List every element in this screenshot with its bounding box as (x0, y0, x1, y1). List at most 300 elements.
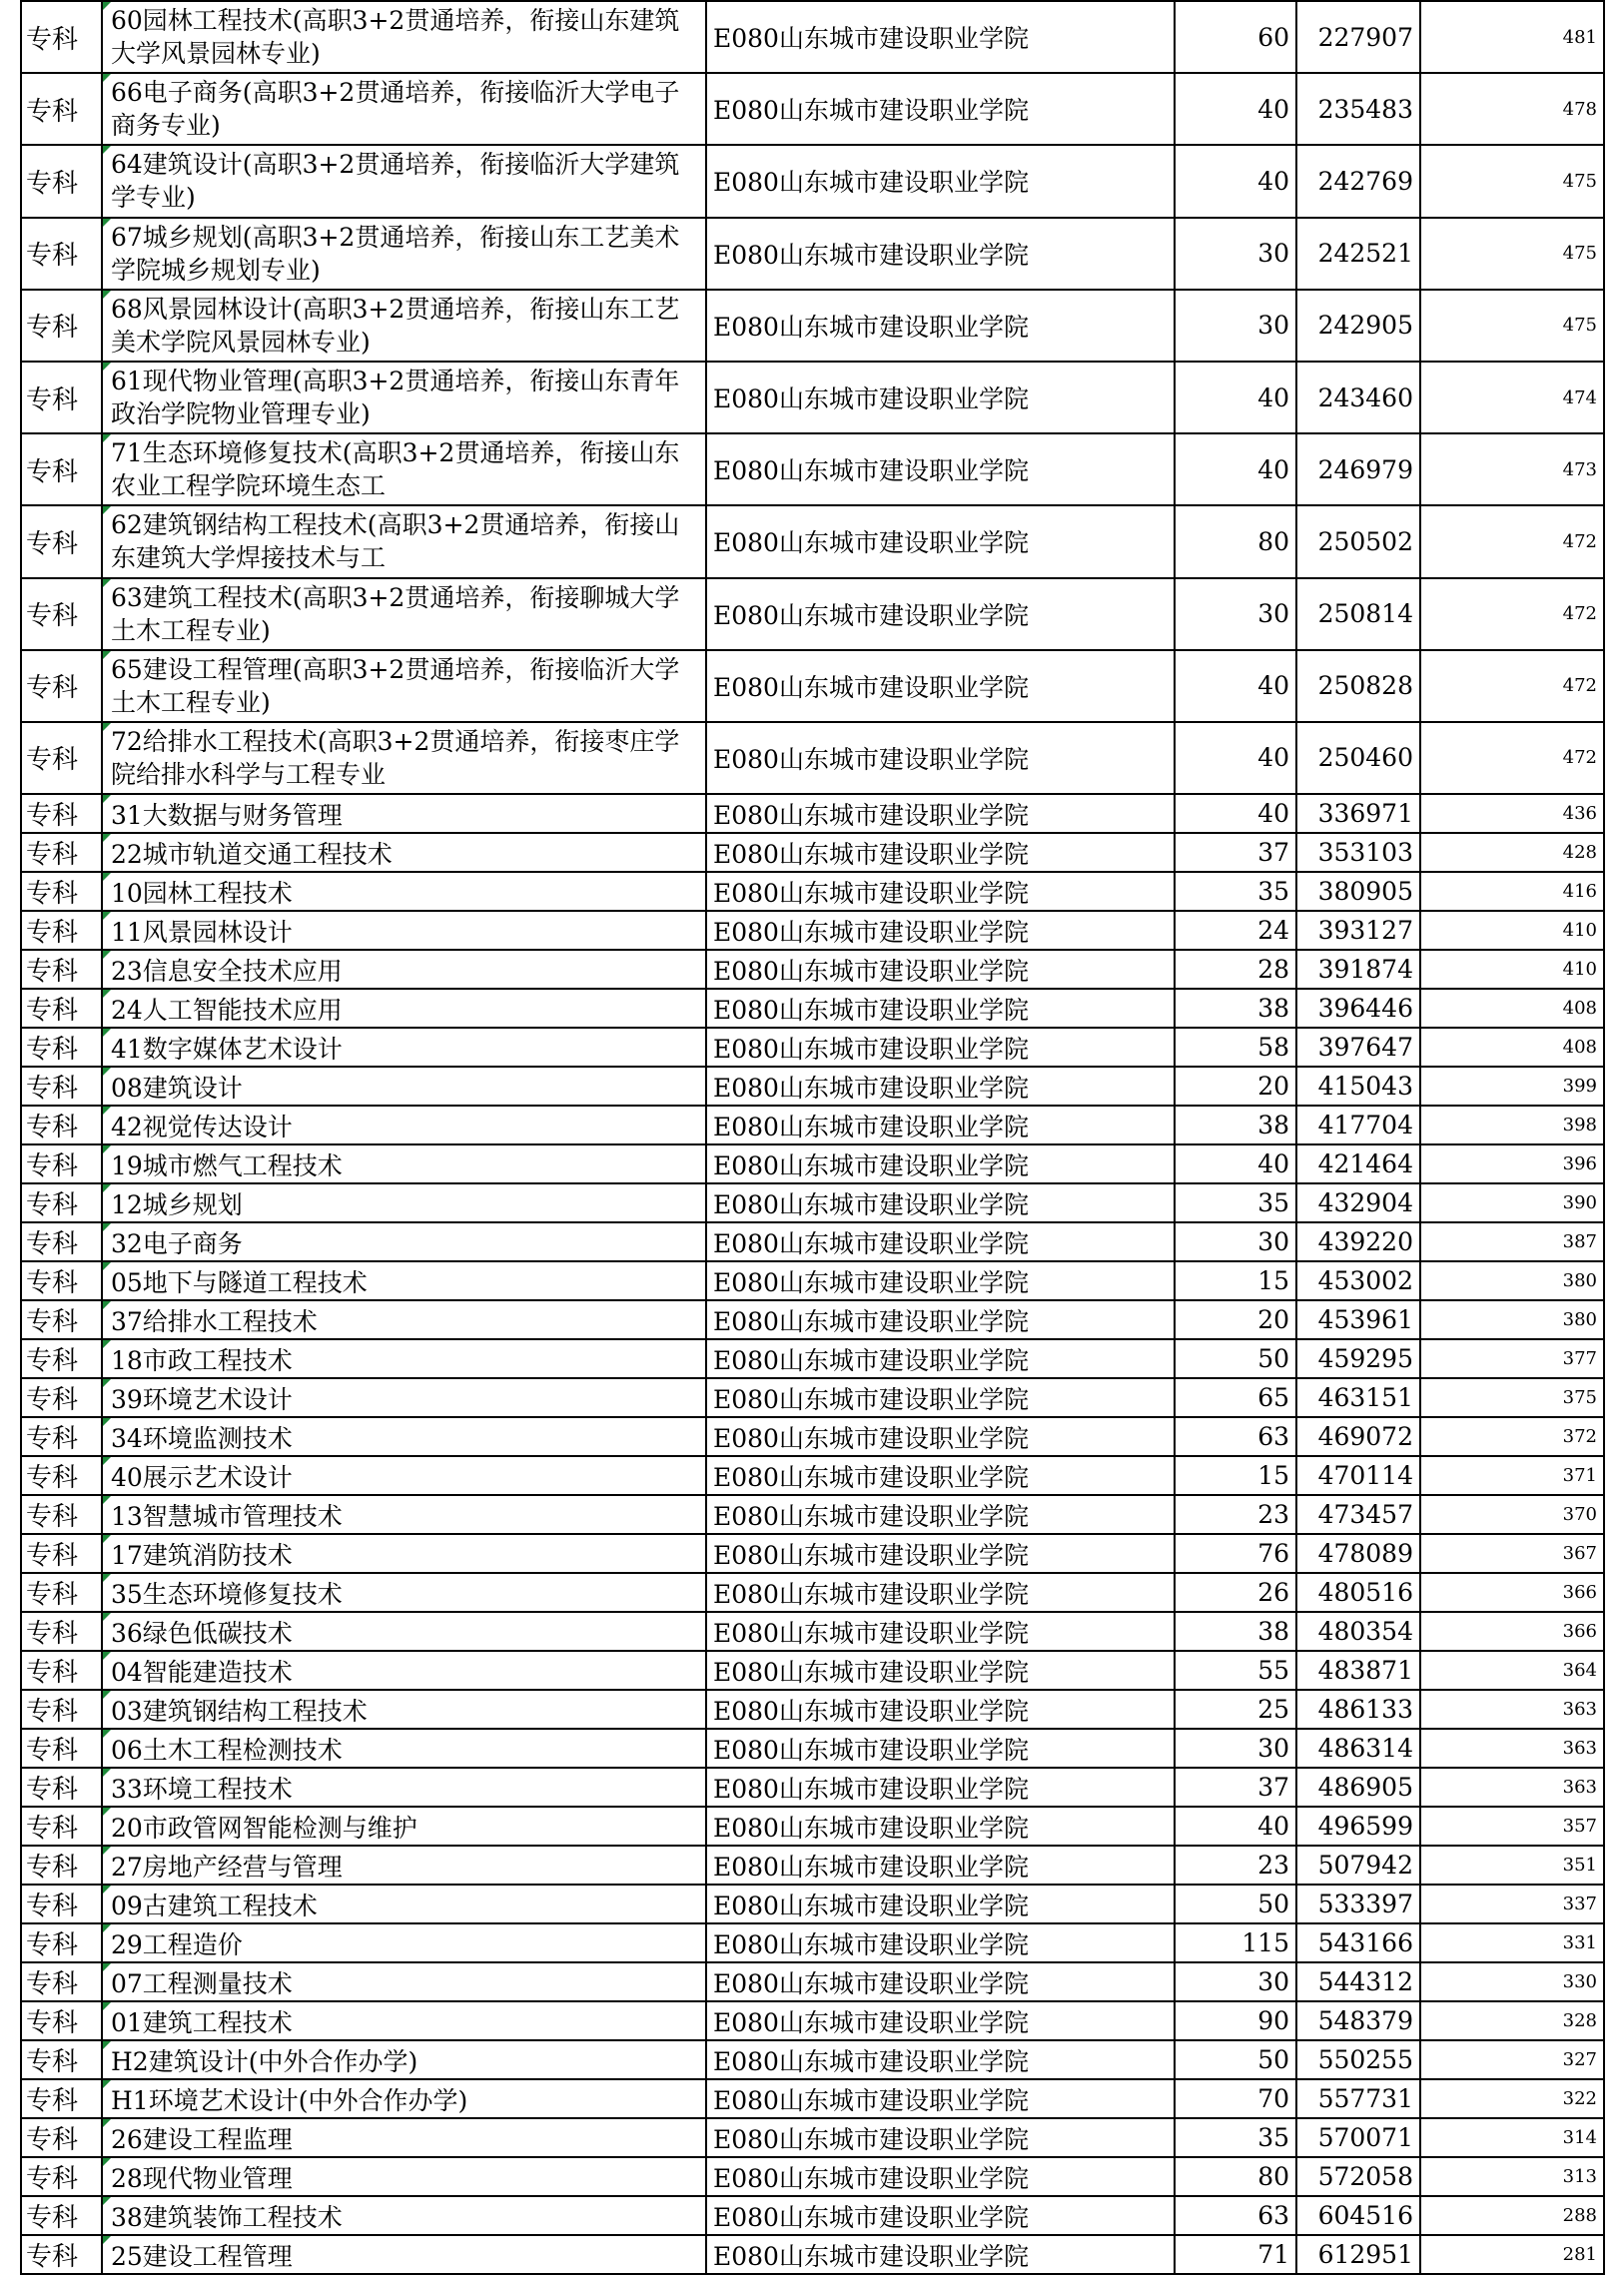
score-cell: 475 (1420, 145, 1604, 217)
major-cell: 20市政管网智能检测与维护 (102, 1807, 706, 1846)
rank-cell: 486133 (1296, 1690, 1420, 1729)
major-cell: 10园林工程技术 (102, 872, 706, 911)
plan-cell: 40 (1175, 362, 1296, 433)
level-cell: 专科 (21, 2040, 102, 2079)
level-cell: 专科 (21, 1690, 102, 1729)
major-cell: 12城乡规划 (102, 1183, 706, 1222)
school-cell: E080山东城市建设职业学院 (706, 1768, 1175, 1807)
major-cell: 18市政工程技术 (102, 1339, 706, 1378)
major-cell: 60园林工程技术(高职3+2贯通培养，衔接山东建筑大学风景园林专业) (102, 1, 706, 73)
rank-cell: 459295 (1296, 1339, 1420, 1378)
plan-cell: 23 (1175, 1495, 1296, 1534)
table-row (21, 145, 1604, 217)
plan-cell: 80 (1175, 505, 1296, 577)
major-cell: 04智能建造技术 (102, 1651, 706, 1690)
plan-cell: 26 (1175, 1573, 1296, 1612)
major-cell: 65建设工程管理(高职3+2贯通培养，衔接临沂大学土木工程专业) (102, 650, 706, 722)
table-row (21, 1962, 1604, 2001)
table-row (21, 1417, 1604, 1456)
score-cell: 390 (1420, 1183, 1604, 1222)
score-cell: 327 (1420, 2040, 1604, 2079)
level-cell: 专科 (21, 1144, 102, 1183)
table-row (21, 1028, 1604, 1067)
table-row (21, 1183, 1604, 1222)
level-cell: 专科 (21, 1807, 102, 1846)
score-cell: 281 (1420, 2235, 1604, 2274)
school-cell: E080山东城市建设职业学院 (706, 1807, 1175, 1846)
school-cell: E080山东城市建设职业学院 (706, 1729, 1175, 1768)
plan-cell: 30 (1175, 218, 1296, 290)
score-cell: 363 (1420, 1729, 1604, 1768)
major-cell: 08建筑设计 (102, 1067, 706, 1106)
score-cell: 472 (1420, 650, 1604, 722)
level-cell: 专科 (21, 1106, 102, 1144)
score-cell: 408 (1420, 989, 1604, 1028)
major-cell: 37给排水工程技术 (102, 1300, 706, 1339)
rank-cell: 478089 (1296, 1534, 1420, 1573)
school-cell: E080山东城市建设职业学院 (706, 1261, 1175, 1300)
rank-cell: 380905 (1296, 872, 1420, 911)
school-cell: E080山东城市建设职业学院 (706, 950, 1175, 989)
major-cell: 63建筑工程技术(高职3+2贯通培养，衔接聊城大学土木工程专业) (102, 578, 706, 650)
major-cell: 03建筑钢结构工程技术 (102, 1690, 706, 1729)
score-cell: 370 (1420, 1495, 1604, 1534)
rank-cell: 242769 (1296, 145, 1420, 217)
school-cell: E080山东城市建设职业学院 (706, 1067, 1175, 1106)
level-cell: 专科 (21, 2196, 102, 2235)
plan-cell: 40 (1175, 145, 1296, 217)
major-cell: 07工程测量技术 (102, 1962, 706, 2001)
score-cell: 371 (1420, 1456, 1604, 1495)
rank-cell: 421464 (1296, 1144, 1420, 1183)
plan-cell: 63 (1175, 1417, 1296, 1456)
plan-cell: 35 (1175, 2118, 1296, 2157)
score-cell: 408 (1420, 1028, 1604, 1067)
school-cell: E080山东城市建设职业学院 (706, 2157, 1175, 2196)
school-cell: E080山东城市建设职业学院 (706, 1106, 1175, 1144)
plan-cell: 55 (1175, 1651, 1296, 1690)
rank-cell: 548379 (1296, 2001, 1420, 2040)
plan-cell: 38 (1175, 1106, 1296, 1144)
rank-cell: 439220 (1296, 1222, 1420, 1261)
level-cell: 专科 (21, 1573, 102, 1612)
school-cell: E080山东城市建设职业学院 (706, 872, 1175, 911)
table-row (21, 722, 1604, 794)
rank-cell: 507942 (1296, 1846, 1420, 1885)
major-cell: 26建设工程监理 (102, 2118, 706, 2157)
rank-cell: 496599 (1296, 1807, 1420, 1846)
major-cell: 19城市燃气工程技术 (102, 1144, 706, 1183)
rank-cell: 250828 (1296, 650, 1420, 722)
level-cell: 专科 (21, 833, 102, 872)
rank-cell: 396446 (1296, 989, 1420, 1028)
level-cell: 专科 (21, 1378, 102, 1417)
school-cell: E080山东城市建设职业学院 (706, 2001, 1175, 2040)
level-cell: 专科 (21, 1612, 102, 1651)
level-cell: 专科 (21, 1651, 102, 1690)
major-cell: 28现代物业管理 (102, 2157, 706, 2196)
school-cell: E080山东城市建设职业学院 (706, 722, 1175, 794)
rank-cell: 235483 (1296, 73, 1420, 145)
level-cell: 专科 (21, 2118, 102, 2157)
major-cell: 09古建筑工程技术 (102, 1885, 706, 1923)
table-row (21, 1222, 1604, 1261)
plan-cell: 40 (1175, 1807, 1296, 1846)
rank-cell: 227907 (1296, 1, 1420, 73)
rank-cell: 415043 (1296, 1067, 1420, 1106)
level-cell: 专科 (21, 1028, 102, 1067)
plan-cell: 30 (1175, 578, 1296, 650)
rank-cell: 470114 (1296, 1456, 1420, 1495)
table-row (21, 1846, 1604, 1885)
level-cell: 专科 (21, 2157, 102, 2196)
level-cell: 专科 (21, 218, 102, 290)
level-cell: 专科 (21, 1067, 102, 1106)
score-cell: 377 (1420, 1339, 1604, 1378)
plan-cell: 40 (1175, 650, 1296, 722)
table-row (21, 1885, 1604, 1923)
plan-cell: 90 (1175, 2001, 1296, 2040)
school-cell: E080山东城市建设职业学院 (706, 989, 1175, 1028)
major-cell: 35生态环境修复技术 (102, 1573, 706, 1612)
level-cell: 专科 (21, 505, 102, 577)
rank-cell: 544312 (1296, 1962, 1420, 2001)
table-row (21, 1573, 1604, 1612)
score-cell: 410 (1420, 911, 1604, 950)
rank-cell: 473457 (1296, 1495, 1420, 1534)
rank-cell: 604516 (1296, 2196, 1420, 2235)
major-cell: 39环境艺术设计 (102, 1378, 706, 1417)
score-cell: 481 (1420, 1, 1604, 73)
plan-cell: 35 (1175, 1183, 1296, 1222)
level-cell: 专科 (21, 1456, 102, 1495)
table-row (21, 505, 1604, 577)
table-row (21, 2196, 1604, 2235)
table-row (21, 1106, 1604, 1144)
school-cell: E080山东城市建设职业学院 (706, 2040, 1175, 2079)
school-cell: E080山东城市建设职业学院 (706, 833, 1175, 872)
score-cell: 475 (1420, 218, 1604, 290)
plan-cell: 50 (1175, 1885, 1296, 1923)
level-cell: 专科 (21, 1962, 102, 2001)
major-cell: 61现代物业管理(高职3+2贯通培养，衔接山东青年政治学院物业管理专业) (102, 362, 706, 433)
score-cell: 331 (1420, 1923, 1604, 1962)
rank-cell: 572058 (1296, 2157, 1420, 2196)
table-row (21, 1651, 1604, 1690)
table-row (21, 1456, 1604, 1495)
score-cell: 380 (1420, 1261, 1604, 1300)
rank-cell: 391874 (1296, 950, 1420, 989)
level-cell: 专科 (21, 1, 102, 73)
rank-cell: 480516 (1296, 1573, 1420, 1612)
school-cell: E080山东城市建设职业学院 (706, 650, 1175, 722)
table-row (21, 1495, 1604, 1534)
table-row (21, 2235, 1604, 2274)
table-row (21, 290, 1604, 362)
score-cell: 330 (1420, 1962, 1604, 2001)
school-cell: E080山东城市建设职业学院 (706, 290, 1175, 362)
score-cell: 322 (1420, 2079, 1604, 2118)
school-cell: E080山东城市建设职业学院 (706, 1144, 1175, 1183)
rank-cell: 243460 (1296, 362, 1420, 433)
rank-cell: 570071 (1296, 2118, 1420, 2157)
table-row (21, 1729, 1604, 1768)
level-cell: 专科 (21, 290, 102, 362)
table-row (21, 1534, 1604, 1573)
plan-cell: 70 (1175, 2079, 1296, 2118)
table-row (21, 2001, 1604, 2040)
major-cell: 32电子商务 (102, 1222, 706, 1261)
score-cell: 436 (1420, 794, 1604, 833)
score-cell: 473 (1420, 433, 1604, 505)
level-cell: 专科 (21, 1729, 102, 1768)
rank-cell: 612951 (1296, 2235, 1420, 2274)
school-cell: E080山东城市建设职业学院 (706, 73, 1175, 145)
plan-cell: 15 (1175, 1261, 1296, 1300)
major-cell: 13智慧城市管理技术 (102, 1495, 706, 1534)
rank-cell: 557731 (1296, 2079, 1420, 2118)
level-cell: 专科 (21, 950, 102, 989)
major-cell: 41数字媒体艺术设计 (102, 1028, 706, 1067)
school-cell: E080山东城市建设职业学院 (706, 1495, 1175, 1534)
table-row (21, 1144, 1604, 1183)
score-cell: 399 (1420, 1067, 1604, 1106)
school-cell: E080山东城市建设职业学院 (706, 362, 1175, 433)
plan-cell: 15 (1175, 1456, 1296, 1495)
school-cell: E080山东城市建设职业学院 (706, 1651, 1175, 1690)
major-cell: H2建筑设计(中外合作办学) (102, 2040, 706, 2079)
plan-cell: 30 (1175, 1729, 1296, 1768)
school-cell: E080山东城市建设职业学院 (706, 145, 1175, 217)
rank-cell: 353103 (1296, 833, 1420, 872)
score-cell: 314 (1420, 2118, 1604, 2157)
level-cell: 专科 (21, 1534, 102, 1573)
major-cell: 64建筑设计(高职3+2贯通培养，衔接临沂大学建筑学专业) (102, 145, 706, 217)
level-cell: 专科 (21, 1222, 102, 1261)
level-cell: 专科 (21, 1768, 102, 1807)
plan-cell: 25 (1175, 1690, 1296, 1729)
school-cell: E080山东城市建设职业学院 (706, 1456, 1175, 1495)
plan-cell: 65 (1175, 1378, 1296, 1417)
score-cell: 288 (1420, 2196, 1604, 2235)
level-cell: 专科 (21, 872, 102, 911)
score-cell: 380 (1420, 1300, 1604, 1339)
school-cell: E080山东城市建设职业学院 (706, 1300, 1175, 1339)
table-row (21, 73, 1604, 145)
school-cell: E080山东城市建设职业学院 (706, 1690, 1175, 1729)
table-row (21, 1300, 1604, 1339)
rank-cell: 393127 (1296, 911, 1420, 950)
major-cell: 72给排水工程技术(高职3+2贯通培养，衔接枣庄学院给排水科学与工程专业 (102, 722, 706, 794)
level-cell: 专科 (21, 2235, 102, 2274)
plan-cell: 63 (1175, 2196, 1296, 2235)
level-cell: 专科 (21, 433, 102, 505)
score-cell: 366 (1420, 1612, 1604, 1651)
level-cell: 专科 (21, 73, 102, 145)
plan-cell: 40 (1175, 73, 1296, 145)
school-cell: E080山东城市建设职业学院 (706, 433, 1175, 505)
admission-table (20, 0, 1605, 2275)
rank-cell: 432904 (1296, 1183, 1420, 1222)
plan-cell: 28 (1175, 950, 1296, 989)
rank-cell: 483871 (1296, 1651, 1420, 1690)
plan-cell: 40 (1175, 1144, 1296, 1183)
rank-cell: 242521 (1296, 218, 1420, 290)
table-row (21, 1807, 1604, 1846)
major-cell: 24人工智能技术应用 (102, 989, 706, 1028)
school-cell: E080山东城市建设职业学院 (706, 794, 1175, 833)
plan-cell: 23 (1175, 1846, 1296, 1885)
plan-cell: 76 (1175, 1534, 1296, 1573)
rank-cell: 550255 (1296, 2040, 1420, 2079)
rank-cell: 250814 (1296, 578, 1420, 650)
major-cell: 42视觉传达设计 (102, 1106, 706, 1144)
table-row (21, 1261, 1604, 1300)
major-cell: 27房地产经营与管理 (102, 1846, 706, 1885)
school-cell: E080山东城市建设职业学院 (706, 1962, 1175, 2001)
level-cell: 专科 (21, 1846, 102, 1885)
plan-cell: 71 (1175, 2235, 1296, 2274)
major-cell: 06土木工程检测技术 (102, 1729, 706, 1768)
plan-cell: 20 (1175, 1300, 1296, 1339)
major-cell: 05地下与隧道工程技术 (102, 1261, 706, 1300)
table-row (21, 1339, 1604, 1378)
school-cell: E080山东城市建设职业学院 (706, 1534, 1175, 1573)
score-cell: 398 (1420, 1106, 1604, 1144)
major-cell: 40展示艺术设计 (102, 1456, 706, 1495)
score-cell: 366 (1420, 1573, 1604, 1612)
level-cell: 专科 (21, 1261, 102, 1300)
plan-cell: 38 (1175, 1612, 1296, 1651)
school-cell: E080山东城市建设职业学院 (706, 1222, 1175, 1261)
major-cell: 01建筑工程技术 (102, 2001, 706, 2040)
level-cell: 专科 (21, 1495, 102, 1534)
school-cell: E080山东城市建设职业学院 (706, 1923, 1175, 1962)
rank-cell: 336971 (1296, 794, 1420, 833)
school-cell: E080山东城市建设职业学院 (706, 2196, 1175, 2235)
table-row (21, 1378, 1604, 1417)
plan-cell: 50 (1175, 2040, 1296, 2079)
plan-cell: 50 (1175, 1339, 1296, 1378)
major-cell: 33环境工程技术 (102, 1768, 706, 1807)
rank-cell: 250502 (1296, 505, 1420, 577)
score-cell: 375 (1420, 1378, 1604, 1417)
plan-cell: 35 (1175, 872, 1296, 911)
plan-cell: 37 (1175, 833, 1296, 872)
major-cell: 67城乡规划(高职3+2贯通培养，衔接山东工艺美术学院城乡规划专业) (102, 218, 706, 290)
plan-cell: 30 (1175, 1222, 1296, 1261)
major-cell: H1环境艺术设计(中外合作办学) (102, 2079, 706, 2118)
score-cell: 387 (1420, 1222, 1604, 1261)
school-cell: E080山东城市建设职业学院 (706, 2079, 1175, 2118)
table-body (21, 1, 1604, 2274)
score-cell: 475 (1420, 290, 1604, 362)
plan-cell: 58 (1175, 1028, 1296, 1067)
plan-cell: 38 (1175, 989, 1296, 1028)
level-cell: 专科 (21, 1923, 102, 1962)
plan-cell: 80 (1175, 2157, 1296, 2196)
table-row (21, 833, 1604, 872)
level-cell: 专科 (21, 650, 102, 722)
major-cell: 68风景园林设计(高职3+2贯通培养，衔接山东工艺美术学院风景园林专业) (102, 290, 706, 362)
table-row (21, 1923, 1604, 1962)
score-cell: 472 (1420, 722, 1604, 794)
score-cell: 396 (1420, 1144, 1604, 1183)
plan-cell: 60 (1175, 1, 1296, 73)
major-cell: 38建筑装饰工程技术 (102, 2196, 706, 2235)
level-cell: 专科 (21, 989, 102, 1028)
level-cell: 专科 (21, 794, 102, 833)
table-row (21, 2118, 1604, 2157)
school-cell: E080山东城市建设职业学院 (706, 2118, 1175, 2157)
score-cell: 410 (1420, 950, 1604, 989)
rank-cell: 453002 (1296, 1261, 1420, 1300)
school-cell: E080山东城市建设职业学院 (706, 578, 1175, 650)
major-cell: 36绿色低碳技术 (102, 1612, 706, 1651)
table-row (21, 578, 1604, 650)
school-cell: E080山东城市建设职业学院 (706, 1885, 1175, 1923)
score-cell: 372 (1420, 1417, 1604, 1456)
level-cell: 专科 (21, 2001, 102, 2040)
table-row (21, 989, 1604, 1028)
major-cell: 34环境监测技术 (102, 1417, 706, 1456)
score-cell: 472 (1420, 505, 1604, 577)
level-cell: 专科 (21, 145, 102, 217)
table-row (21, 872, 1604, 911)
school-cell: E080山东城市建设职业学院 (706, 1028, 1175, 1067)
rank-cell: 486314 (1296, 1729, 1420, 1768)
level-cell: 专科 (21, 1300, 102, 1339)
major-cell: 29工程造价 (102, 1923, 706, 1962)
major-cell: 11风景园林设计 (102, 911, 706, 950)
score-cell: 363 (1420, 1768, 1604, 1807)
score-cell: 328 (1420, 2001, 1604, 2040)
level-cell: 专科 (21, 2079, 102, 2118)
school-cell: E080山东城市建设职业学院 (706, 911, 1175, 950)
score-cell: 351 (1420, 1846, 1604, 1885)
table-row (21, 1612, 1604, 1651)
plan-cell: 40 (1175, 722, 1296, 794)
rank-cell: 246979 (1296, 433, 1420, 505)
major-cell: 62建筑钢结构工程技术(高职3+2贯通培养，衔接山东建筑大学焊接技术与工 (102, 505, 706, 577)
table-row (21, 911, 1604, 950)
level-cell: 专科 (21, 362, 102, 433)
plan-cell: 40 (1175, 433, 1296, 505)
major-cell: 25建设工程管理 (102, 2235, 706, 2274)
major-cell: 22城市轨道交通工程技术 (102, 833, 706, 872)
school-cell: E080山东城市建设职业学院 (706, 1183, 1175, 1222)
plan-cell: 30 (1175, 290, 1296, 362)
level-cell: 专科 (21, 1417, 102, 1456)
table-row (21, 1067, 1604, 1106)
table-row (21, 650, 1604, 722)
school-cell: E080山东城市建设职业学院 (706, 1, 1175, 73)
score-cell: 364 (1420, 1651, 1604, 1690)
score-cell: 313 (1420, 2157, 1604, 2196)
score-cell: 357 (1420, 1807, 1604, 1846)
school-cell: E080山东城市建设职业学院 (706, 1378, 1175, 1417)
school-cell: E080山东城市建设职业学院 (706, 218, 1175, 290)
table-row (21, 2040, 1604, 2079)
school-cell: E080山东城市建设职业学院 (706, 505, 1175, 577)
school-cell: E080山东城市建设职业学院 (706, 1417, 1175, 1456)
level-cell: 专科 (21, 1885, 102, 1923)
table-row (21, 2079, 1604, 2118)
table-row (21, 794, 1604, 833)
level-cell: 专科 (21, 578, 102, 650)
table-row (21, 1, 1604, 73)
plan-cell: 30 (1175, 1962, 1296, 2001)
